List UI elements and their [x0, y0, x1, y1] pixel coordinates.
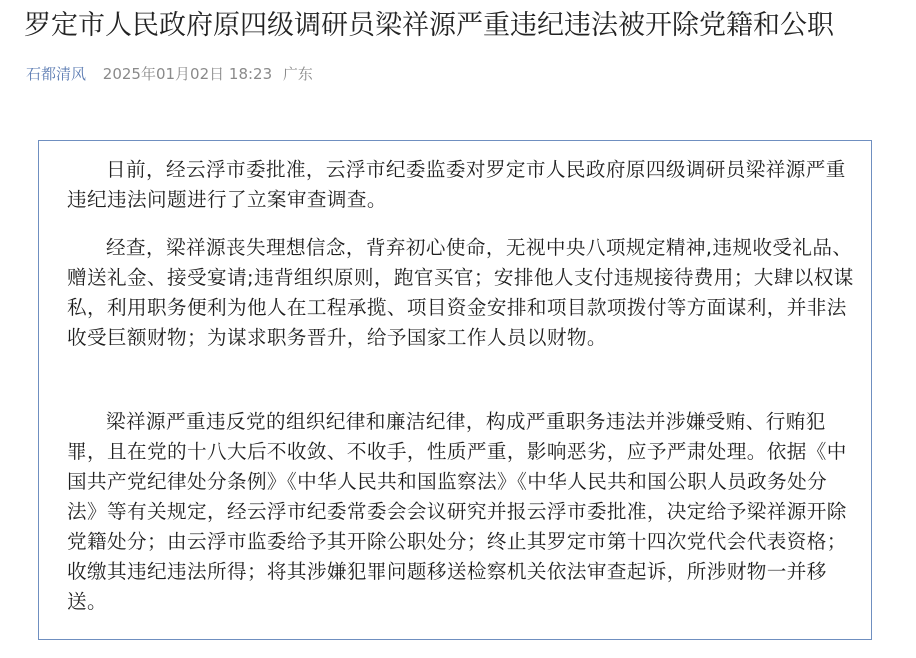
article-paragraph-3: 梁祥源严重违反党的组织纪律和廉洁纪律，构成严重职务违法并涉嫌受贿、行贿犯罪，且在党的十八大后不收敛、不收手，性质严重，影响恶劣，应予严肃处理。依据《中国共产党纪律处分条例》《中华人民共和国监察法》《中华人民共和国公职人员政务处分法》等有关规定，经云浮市纪委常委会会议研究并报云浮市委批准，决定给予梁祥源开除党籍处分；由云浮市监委给予其开除公职处分；终止其罗定市第十四次党代会代表资格；收缴其违纪违法所得；将其涉嫌犯罪问题移送检察机关依法审查起诉，所涉财物一并移送。	[67, 410, 847, 613]
article-paragraph-2: 经查，梁祥源丧失理想信念，背弃初心使命，无视中央八项规定精神,违规收受礼品、赠送礼金、接受宴请;违背组织原则，跑官买官；安排他人支付违规接待费用；大肆以权谋私，利用职务便利为他人在工程承揽、项目资金安排和项目款项拨付等方面谋利，并非法收受巨额财物；为谋求职务晋升，给予国家工作人员以财物。	[67, 236, 854, 349]
publish-datetime: 2025年01月02日 18:23	[102, 65, 273, 83]
article-paragraph-1: 日前，经云浮市委批准，云浮市纪委监委对罗定市人民政府原四级调研员梁祥源严重违纪违法问题进行了立案审查调查。	[67, 158, 846, 211]
article-meta	[26, 63, 319, 85]
article-body-box	[38, 140, 872, 640]
article-title: 罗定市人民政府原四级调研员梁祥源严重违纪违法被开除党籍和公职	[24, 10, 834, 41]
publish-location: 广东	[282, 65, 313, 83]
source-account-link[interactable]: 石都清风	[26, 65, 87, 83]
